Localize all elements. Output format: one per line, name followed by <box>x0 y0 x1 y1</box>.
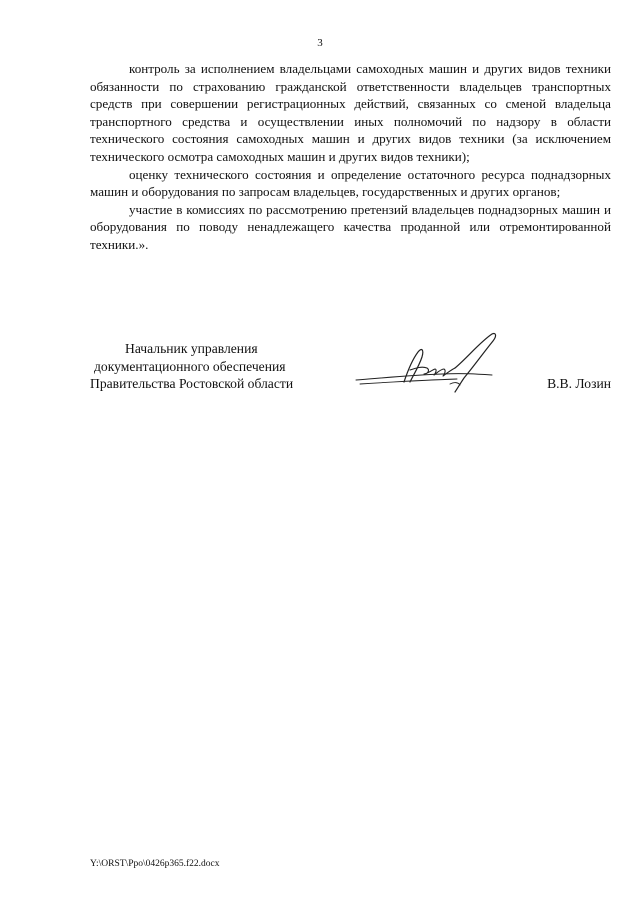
signatory-title <box>90 340 293 393</box>
handwritten-signature-icon <box>352 330 512 400</box>
document-body <box>90 60 611 254</box>
page-number: 3 <box>317 37 323 49</box>
signature-block <box>90 340 611 410</box>
paragraph-technical-assessment: оценку технического состояния и определение остаточного ресурса поднадзорных машин и оборудования по запросам владельцев, государственных и других органов; <box>90 166 611 200</box>
signatory-title-line: Правительства Ростовской области <box>90 376 294 391</box>
paragraph-claims-commission: участие в комиссиях по рассмотрению претензий владельцев поднадзорных машин и оборудования по поводу ненадлежащего качества проданной или отремонтированной техники.». <box>90 201 611 252</box>
signatory-title-line: документационного обеспечения <box>94 358 286 374</box>
paragraph-control-obligations: контроль за исполнением владельцами самоходных машин и других видов техники обязанности по страхованию гражданской ответственности владельцев транспортных средств при совершении регистрационных действий, связанных со сменой владельца транспортного средства и осуществлении иных полномочий по надзору в области технического состояния самоходных машин и других видов техники (за исключением технического осмотра самоходных машин и других видов техники); <box>90 61 611 164</box>
signatory-title-line: Начальник управления <box>125 341 258 356</box>
file-path: Y:\ORST\Ppo\0426p365.f22.docx <box>90 859 220 869</box>
signer-name: В.В. Лозин <box>547 376 611 391</box>
